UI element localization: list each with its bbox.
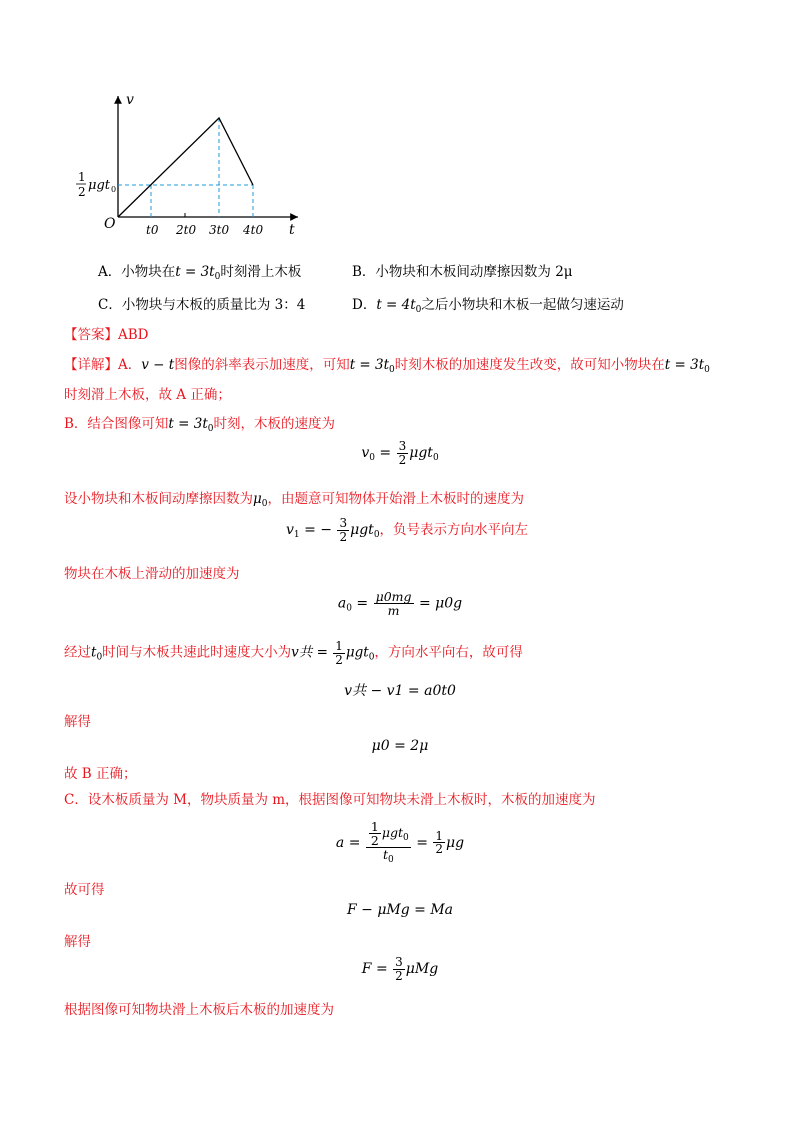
minus-sign: − bbox=[320, 522, 333, 539]
sub-zero: 0 bbox=[403, 833, 409, 844]
equation-8 bbox=[0, 956, 800, 982]
detail-line-8: C．设木板质量为 M，物块质量为 m，根据图像可知物块未滑上木板时，木板的加速度为 bbox=[64, 792, 596, 808]
fraction-den: 2 bbox=[370, 833, 379, 849]
option-d-math: t = 4t bbox=[376, 297, 416, 313]
fraction-num: 1 bbox=[335, 639, 343, 653]
fraction-den: 2 bbox=[335, 652, 343, 667]
option-a bbox=[98, 260, 301, 282]
equals-sign: = bbox=[379, 445, 392, 462]
fraction-1-2 bbox=[333, 640, 345, 666]
eq-text: μ0 = 2μ bbox=[371, 738, 429, 754]
eq-symbol: v bbox=[286, 522, 294, 539]
fraction-num: 3 bbox=[398, 439, 407, 453]
equals-sign: = bbox=[356, 595, 369, 612]
math-t3t0: t = 3t bbox=[664, 357, 705, 373]
option-a-math: t = 3t bbox=[175, 264, 215, 280]
detail-text: 图像的斜率表示加速度，可知 bbox=[174, 357, 350, 373]
v-axis-label: v bbox=[126, 92, 134, 108]
hence: 故可得 bbox=[64, 882, 105, 898]
equation-4 bbox=[0, 680, 800, 700]
eq-symbol: μ0g bbox=[435, 595, 463, 612]
equation-6 bbox=[0, 820, 800, 866]
equation-a0 bbox=[0, 590, 800, 617]
fraction-den: 2 bbox=[398, 452, 407, 467]
sub-zero: 0 bbox=[389, 365, 395, 375]
math-t3t0: t = 3t bbox=[349, 357, 390, 373]
eq-symbol: μgt bbox=[381, 825, 404, 841]
tick-label-2t0: 2t0 bbox=[176, 223, 197, 237]
compound-fraction bbox=[366, 820, 411, 866]
fraction-num: μ0mg bbox=[375, 589, 412, 604]
fraction-3-2 bbox=[397, 440, 409, 466]
eq-symbol: μgt bbox=[350, 522, 374, 539]
fraction-3-2 bbox=[337, 517, 349, 543]
answer: 【答案】ABD bbox=[64, 327, 149, 343]
equation-v0 bbox=[0, 440, 800, 466]
detail-line-5: 物块在木板上滑动的加速度为 bbox=[64, 566, 240, 582]
fraction-num bbox=[366, 820, 411, 848]
detail-text: B．结合图像可知 bbox=[64, 416, 169, 432]
origin-label: O bbox=[104, 216, 116, 232]
y-label-body: μgt bbox=[88, 178, 110, 193]
detail-line-6 bbox=[64, 640, 523, 666]
detail-text: 时刻，木板的速度为 bbox=[213, 416, 335, 432]
detail-prefix: 【详解】A． bbox=[64, 357, 142, 373]
v-common: v共 = bbox=[291, 644, 328, 661]
detail-text: 时间与木板共速此时速度大小为 bbox=[102, 644, 292, 661]
eq-symbol: a bbox=[337, 595, 347, 612]
y-label-sub: 0 bbox=[111, 185, 117, 194]
equals-sign: = bbox=[418, 595, 431, 612]
velocity-line bbox=[118, 118, 253, 217]
sub-zero: 0 bbox=[368, 652, 375, 663]
vt-graph bbox=[70, 88, 310, 248]
option-d-sub: 0 bbox=[415, 305, 422, 315]
y-label-den: 2 bbox=[78, 185, 86, 199]
sub-zero: 0 bbox=[387, 855, 394, 866]
detail-text: 经过 bbox=[64, 644, 91, 661]
t-symbol: t bbox=[91, 644, 97, 661]
vt-symbol: v − t bbox=[141, 357, 175, 373]
option-c: C．小物块与木板的质量比为 3：4 bbox=[98, 297, 306, 313]
detail-line-7: 故 B 正确； bbox=[64, 766, 137, 782]
fraction-num: 3 bbox=[395, 955, 403, 969]
sub-zero: 0 bbox=[346, 603, 352, 614]
fraction-den: 2 bbox=[395, 968, 403, 983]
detail-line-4 bbox=[64, 487, 524, 509]
math-t3t0: t = 3t bbox=[168, 416, 208, 432]
detail-line-3 bbox=[64, 412, 335, 434]
eq-symbol: t bbox=[382, 847, 388, 863]
fraction-den bbox=[366, 848, 411, 865]
tick-label-4t0: 4t0 bbox=[243, 223, 264, 237]
sub-one: 1 bbox=[293, 530, 300, 541]
eq-symbol: v bbox=[361, 445, 370, 462]
sub-zero: 0 bbox=[369, 453, 375, 464]
eq-symbol: F = bbox=[361, 961, 388, 978]
detail-line-2: 时刻滑上木板，故 A 正确； bbox=[64, 387, 231, 403]
equation-7 bbox=[0, 902, 800, 918]
detail-text: 设小物块和木板间动摩擦因数为 bbox=[64, 491, 253, 507]
solve-2: 解得 bbox=[64, 934, 91, 950]
detail-text: ，由题意可知物体开始滑上木板时的速度为 bbox=[267, 491, 525, 507]
tick-label-3t0: 3t0 bbox=[209, 223, 230, 237]
fraction-num: 1 bbox=[370, 819, 379, 834]
option-d bbox=[352, 293, 624, 315]
detail-line-1 bbox=[64, 353, 710, 375]
equation-v1 bbox=[286, 517, 528, 543]
equals-sign: = bbox=[304, 522, 316, 539]
detail-line-9: 根据图像可知物块滑上木板后木板的加速度为 bbox=[64, 1002, 334, 1018]
eq-symbol: μMg bbox=[405, 961, 439, 978]
sub-zero: 0 bbox=[96, 652, 103, 663]
equals-sign: = bbox=[348, 834, 361, 851]
fraction-num: 3 bbox=[339, 516, 348, 530]
eq-symbol: μg bbox=[446, 834, 465, 851]
option-d-prefix: D． bbox=[352, 297, 377, 313]
eq-symbol: μgt bbox=[345, 644, 369, 661]
eq-text: v共 − v1 = a0t0 bbox=[344, 683, 456, 699]
option-d-suffix: 之后小物块和木板一起做匀速运动 bbox=[421, 297, 624, 313]
equation-note: ，负号表示方向水平向左 bbox=[379, 522, 529, 539]
sub-zero: 0 bbox=[207, 424, 214, 434]
option-a-prefix: A．小物块在 bbox=[98, 264, 176, 280]
t-axis-label: t bbox=[289, 222, 295, 238]
option-a-suffix: 时刻滑上木板 bbox=[220, 264, 302, 280]
sub-zero: 0 bbox=[261, 499, 268, 509]
fraction-den: m bbox=[387, 603, 400, 619]
sub-zero: 0 bbox=[432, 453, 439, 464]
equation-5 bbox=[0, 738, 800, 754]
fraction-num: 1 bbox=[435, 828, 444, 843]
sub-zero: 0 bbox=[373, 530, 380, 541]
detail-text: 时刻木板的加速度发生改变，故可知小物块在 bbox=[394, 357, 665, 373]
sub-zero: 0 bbox=[704, 365, 710, 375]
detail-text: ，方向水平向右，故可得 bbox=[374, 644, 523, 661]
mu-symbol: μ bbox=[253, 491, 262, 507]
option-a-sub: 0 bbox=[214, 272, 221, 282]
fraction-3-2 bbox=[393, 956, 405, 982]
fraction-den: 2 bbox=[339, 529, 348, 544]
solve-1: 解得 bbox=[64, 714, 91, 730]
fraction-1-2 bbox=[369, 820, 381, 847]
y-label-num: 1 bbox=[78, 170, 86, 184]
eq-text: F − μMg = Ma bbox=[346, 902, 454, 918]
option-b: B．小物块和木板间动摩擦因数为 2μ bbox=[352, 264, 573, 280]
eq-symbol: a bbox=[335, 834, 345, 851]
fraction-1-2 bbox=[433, 830, 445, 856]
eq-symbol: μgt bbox=[409, 445, 433, 462]
fraction-den: 2 bbox=[435, 842, 444, 857]
equals-sign: = bbox=[416, 834, 428, 851]
tick-label-t0: t0 bbox=[146, 223, 159, 237]
fraction-mu0mg-m bbox=[374, 590, 414, 617]
